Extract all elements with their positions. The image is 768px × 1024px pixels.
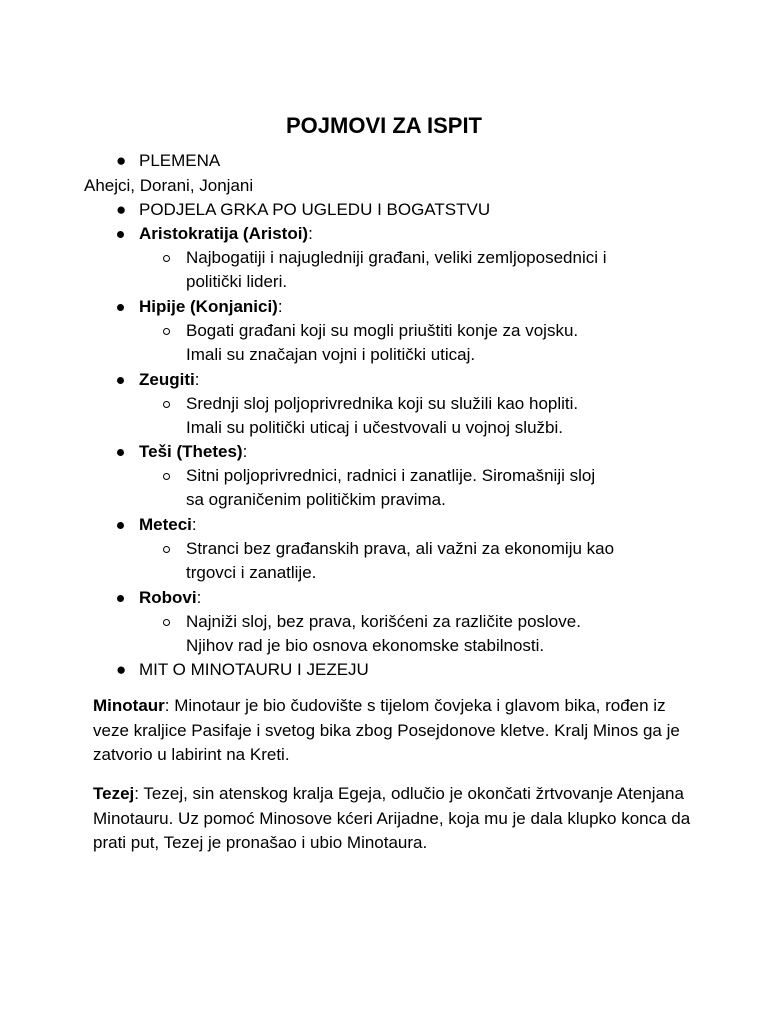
class-name: Meteci [139, 515, 192, 534]
bullet-icon [117, 449, 124, 456]
class-colon: : [191, 515, 197, 534]
circle-bullet-icon [163, 473, 170, 480]
bullet-icon [117, 522, 124, 529]
class-colon: : [196, 588, 202, 607]
bullet-icon [117, 595, 124, 602]
bullet-icon: ● [116, 660, 127, 679]
class-name: Aristokratija (Aristoi) [139, 224, 309, 243]
class-desc-line: Bogati građani koji su mogli priuštiti konje za vojsku. [186, 321, 579, 340]
class-item-robovi [139, 586, 201, 610]
class-desc-line: Imali su značajan vojni i politički uticaj. [186, 345, 476, 364]
class-desc-line: Srednji sloj poljoprivrednika koji su služili kao hopliti. [186, 394, 579, 413]
term-minotaur: Minotaur [93, 696, 165, 715]
class-colon: : [277, 297, 283, 316]
page-title: POJMOVI ZA ISPIT [286, 113, 482, 138]
heading-plemena: PLEMENA [139, 151, 221, 170]
circle-bullet-icon [163, 401, 170, 408]
class-desc-line: Najniži sloj, bez prava, korišćeni za različite poslove. [186, 612, 581, 631]
class-item-aristokratija [139, 222, 313, 246]
class-name: Zeugiti [139, 370, 195, 389]
bullet-icon [117, 377, 124, 384]
class-colon: : [242, 442, 248, 461]
class-desc-line: Njihov rad je bio osnova ekonomske stabilnosti. [186, 636, 545, 655]
class-colon: : [194, 370, 200, 389]
circle-bullet-icon [163, 328, 170, 335]
minotaur-text: : Minotaur je bio čudovište s tijelom čovjeka i glavom bika, rođen iz veze kraljice Pasifaje i svetog bika zbog Posejdonove kletve. Kralj Minos ga je zatvorio u labirint na Kreti. [93, 696, 680, 764]
heading-mit: MIT O MINOTAURU I JEZEJU [139, 660, 369, 679]
class-desc-line: Imali su politički uticaj i učestvovali u vojnoj službi. [186, 418, 563, 437]
bullet-icon: ● [116, 151, 127, 170]
class-item-tesi [139, 440, 247, 464]
class-name: Robovi [139, 588, 197, 607]
heading-podjela: PODJELA GRKA PO UGLEDU I BOGATSTVU [139, 200, 491, 219]
class-item-meteci [139, 513, 197, 537]
class-name: Hipije (Konjanici) [139, 297, 278, 316]
term-tezej: Tezej [93, 784, 135, 803]
tezej-text: : Tezej, sin atenskog kralja Egeja, odlučio je okončati žrtvovanje Atenjana Minotauru. Uz pomoć Minosove kćeri Arijadne, koja mu je dala klupko konca da prati put, Tezej je pronašao i ubio Minotaura. [93, 784, 691, 852]
class-desc-line: sa ograničenim političkim pravima. [186, 490, 446, 509]
bullet-icon: ● [116, 200, 127, 219]
circle-bullet-icon [163, 255, 170, 262]
class-desc-line: trgovci i zanatlije. [186, 563, 317, 582]
bullet-icon [117, 304, 124, 311]
class-colon: : [308, 224, 313, 243]
bullet-icon [117, 231, 124, 238]
class-desc-line: politički lideri. [186, 272, 288, 291]
class-desc-line: Najbogatiji i najugledniji građani, veliki zemljoposednici i [186, 248, 607, 267]
class-item-hipije [139, 295, 283, 319]
plemena-text: Ahejci, Dorani, Jonjani [84, 176, 254, 195]
paragraph-minotaur [93, 694, 693, 768]
class-item-zeugiti [139, 368, 199, 392]
class-desc-line: Sitni poljoprivrednici, radnici i zanatlije. Siromašniji sloj [186, 466, 596, 485]
class-desc-line: Stranci bez građanskih prava, ali važni za ekonomiju kao [186, 539, 615, 558]
paragraph-tezej [93, 782, 693, 856]
circle-bullet-icon [163, 546, 170, 553]
circle-bullet-icon [163, 619, 170, 626]
class-name: Teši (Thetes) [139, 442, 243, 461]
